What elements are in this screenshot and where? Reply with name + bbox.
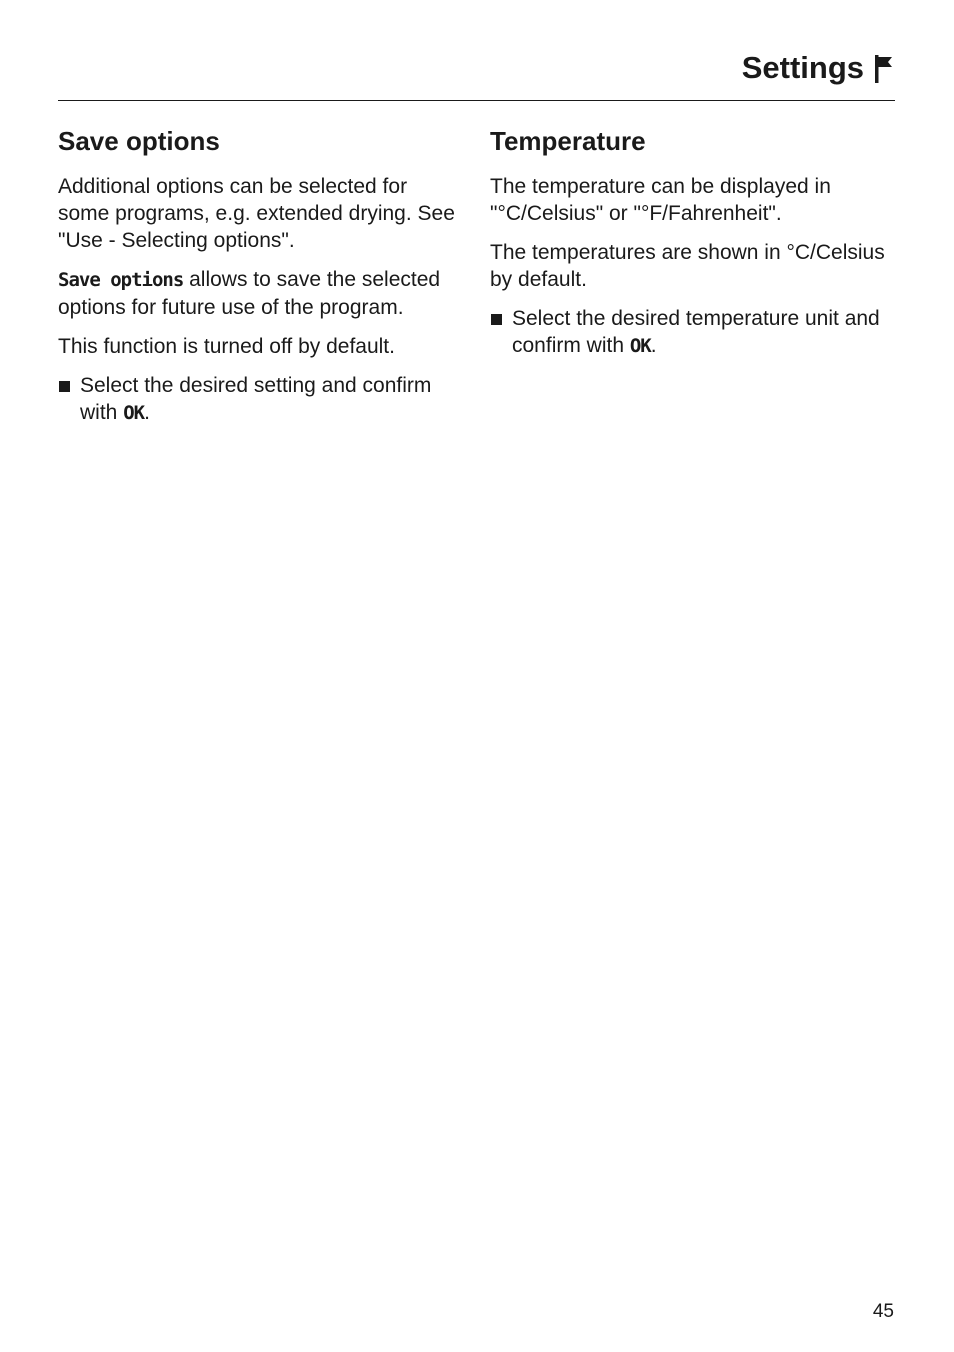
save-options-bullet (58, 372, 458, 427)
page-header (742, 50, 894, 86)
header-divider (58, 100, 895, 101)
save-options-paragraph-1: Additional options can be selected for some programs, e.g. extended drying. See "Use - Selecting options". (58, 175, 455, 252)
temperature-heading: Temperature (490, 126, 646, 156)
bullet-square-icon (58, 372, 80, 427)
temperature-bullet-text: Select the desired temperature unit and confirm with (512, 307, 880, 357)
temperature-bullet (490, 305, 890, 360)
page-title: Settings (741, 50, 864, 85)
temperature-paragraph-1: The temperature can be displayed in "°C/Celsius" or "°F/Fahrenheit". (490, 175, 831, 225)
save-options-bullet-text-wrap (80, 372, 458, 427)
page-number: 45 (872, 1301, 894, 1322)
save-options-paragraph-3: This function is turned off by default. (58, 335, 395, 358)
save-options-paragraph-2 (58, 266, 458, 321)
save-options-paragraph-2-text: allows to save the selected options for future use of the program. (58, 268, 441, 319)
temperature-section (490, 124, 890, 372)
save-options-bullet-end: . (144, 401, 150, 424)
temperature-bullet-end: . (650, 334, 657, 357)
save-options-section (58, 124, 458, 439)
save-options-bullet-text: Select the desired setting and confirm with (80, 374, 432, 424)
display-text-ok: OK (123, 402, 145, 424)
display-text-ok: OK (629, 335, 651, 357)
temperature-bullet-text-wrap (512, 305, 890, 360)
save-options-heading: Save options (58, 126, 220, 156)
display-text-save-options: Save options (58, 269, 184, 291)
flag-icon (874, 55, 894, 83)
temperature-paragraph-2: The temperatures are shown in °C/Celsius by default. (490, 241, 885, 291)
bullet-square-icon (490, 305, 512, 360)
